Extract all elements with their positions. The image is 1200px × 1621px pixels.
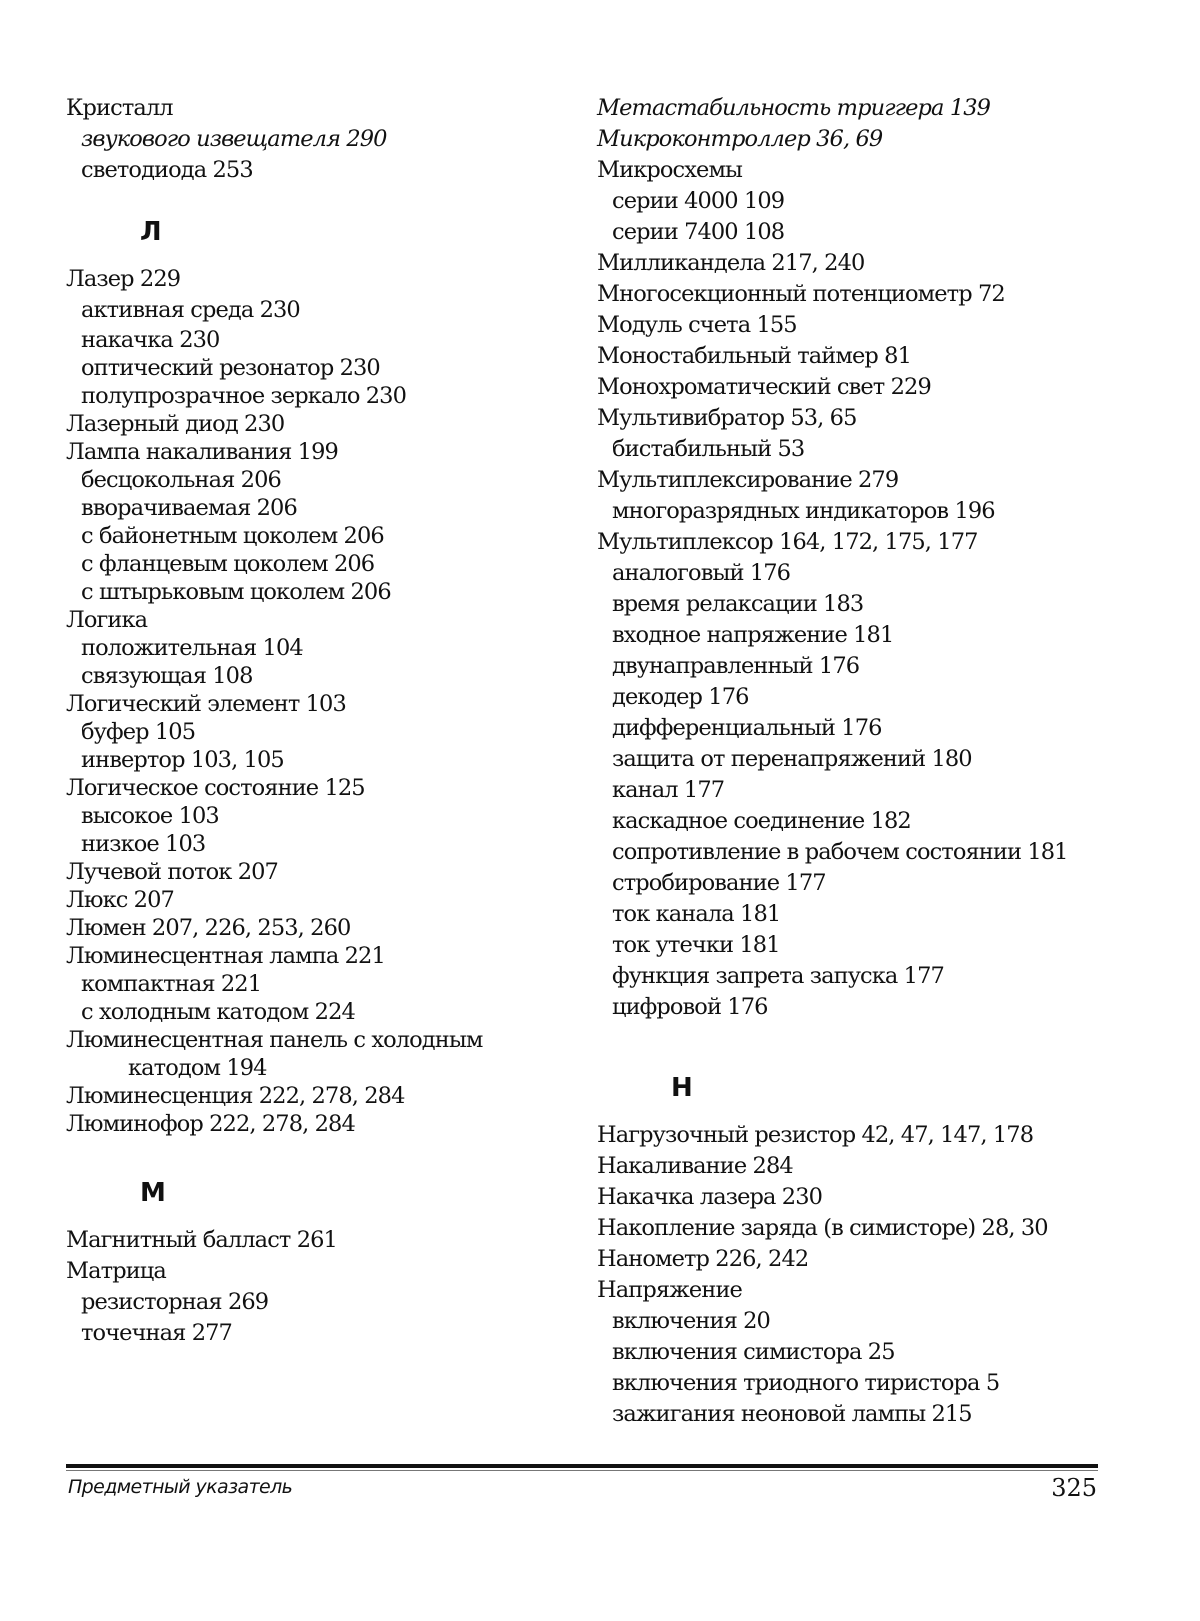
index-entry: Мультивибратор 53, 65 (597, 405, 857, 431)
index-subentry: инвертор 103, 105 (81, 747, 284, 773)
index-entry: Микроконтроллер 36, 69 (597, 126, 883, 152)
index-subentry: оптический резонатор 230 (81, 355, 380, 381)
index-subentry: цифровой 176 (612, 994, 768, 1020)
index-subentry: резисторная 269 (81, 1289, 269, 1315)
index-subentry: компактная 221 (81, 971, 262, 997)
index-subentry: зажигания неоновой лампы 215 (612, 1401, 972, 1427)
index-entry: Лучевой поток 207 (66, 859, 278, 885)
index-entry: Люмен 207, 226, 253, 260 (66, 915, 351, 941)
index-subentry: включения 20 (612, 1308, 770, 1334)
right-index-column (597, 93, 1117, 1430)
index-subentry: включения симистора 25 (612, 1339, 895, 1365)
section-letter-heading: Н (671, 1073, 693, 1103)
index-entry: Логика (66, 607, 148, 633)
index-subentry: буфер 105 (81, 719, 196, 745)
index-subentry: с байонетным цоколем 206 (81, 523, 384, 549)
index-subentry: защита от перенапряжений 180 (612, 746, 972, 772)
index-subentry: время релаксации 183 (612, 591, 864, 617)
index-subentry: аналоговый 176 (612, 560, 791, 586)
index-entry: Кристалл (66, 95, 173, 121)
index-subentry: стробирование 177 (612, 870, 826, 896)
index-entry: Многосекционный потенциометр 72 (597, 281, 1005, 307)
index-subentry: вворачиваемая 206 (81, 495, 297, 521)
index-entry-continuation: катодом 194 (128, 1055, 267, 1081)
index-entry: Накаливание 284 (597, 1153, 793, 1179)
index-entry: Нагрузочный резистор 42, 47, 147, 178 (597, 1122, 1034, 1148)
index-subentry: каскадное соединение 182 (612, 808, 911, 834)
index-entry: Лампа накаливания 199 (66, 439, 338, 465)
index-subentry: канал 177 (612, 777, 725, 803)
index-entry: Мультиплексирование 279 (597, 467, 899, 493)
index-entry: Лазер 229 (66, 266, 181, 292)
index-subentry: серии 7400 108 (612, 219, 785, 245)
index-subentry: сопротивление в рабочем состоянии 181 (612, 839, 1068, 865)
index-subentry: бистабильный 53 (612, 436, 805, 462)
index-subentry: с штырьковым цоколем 206 (81, 579, 391, 605)
index-subentry: функция запрета запуска 177 (612, 963, 944, 989)
index-subentry: ток утечки 181 (612, 932, 780, 958)
index-entry: Накачка лазера 230 (597, 1184, 823, 1210)
running-title: Предметный указатель (68, 1476, 293, 1498)
index-entry: Люминесцентная панель с холодным (66, 1027, 483, 1053)
index-entry: Монохроматический свет 229 (597, 374, 931, 400)
section-letter-heading: Л (140, 217, 162, 247)
index-entry: Мультиплексор 164, 172, 175, 177 (597, 529, 978, 555)
left-index-column (66, 93, 566, 1349)
section-letter-heading: М (140, 1178, 166, 1208)
index-subentry: звукового извещателя 290 (81, 126, 387, 152)
index-subentry: полупрозрачное зеркало 230 (81, 383, 406, 409)
index-subentry: низкое 103 (81, 831, 206, 857)
index-entry: Напряжение (597, 1277, 742, 1303)
index-subentry: включения триодного тиристора 5 (612, 1370, 1000, 1396)
index-subentry: декодер 176 (612, 684, 749, 710)
index-entry: Матрица (66, 1258, 166, 1284)
index-subentry: бесцокольная 206 (81, 467, 281, 493)
index-entry: Микросхемы (597, 157, 743, 183)
index-subentry: серии 4000 109 (612, 188, 785, 214)
index-subentry: с фланцевым цоколем 206 (81, 551, 375, 577)
index-entry: Люминесценция 222, 278, 284 (66, 1083, 405, 1109)
page-number: 325 (1051, 1474, 1097, 1502)
index-subentry: двунаправленный 176 (612, 653, 860, 679)
index-subentry: высокое 103 (81, 803, 219, 829)
index-subentry: дифференциальный 176 (612, 715, 882, 741)
index-subentry: накачка 230 (81, 327, 220, 353)
index-subentry: точечная 277 (81, 1320, 232, 1346)
index-entry: Магнитный балласт 261 (66, 1227, 337, 1253)
index-subentry: активная среда 230 (81, 297, 300, 323)
index-entry: Нанометр 226, 242 (597, 1246, 809, 1272)
index-subentry: положительная 104 (81, 635, 303, 661)
index-entry: Люминесцентная лампа 221 (66, 943, 385, 969)
footer-rule (66, 1464, 1098, 1468)
index-entry: Метастабильность триггера 139 (597, 95, 991, 121)
index-entry: Лазерный диод 230 (66, 411, 285, 437)
index-entry: Накопление заряда (в симисторе) 28, 30 (597, 1215, 1048, 1241)
index-subentry: светодиода 253 (81, 157, 253, 183)
index-entry: Люкс 207 (66, 887, 174, 913)
index-entry: Люминофор 222, 278, 284 (66, 1111, 355, 1137)
index-entry: Моностабильный таймер 81 (597, 343, 911, 369)
index-subentry: многоразрядных индикаторов 196 (612, 498, 995, 524)
index-subentry: входное напряжение 181 (612, 622, 894, 648)
index-subentry: с холодным катодом 224 (81, 999, 355, 1025)
index-entry: Модуль счета 155 (597, 312, 797, 338)
index-entry: Логическое состояние 125 (66, 775, 365, 801)
index-entry: Милликандела 217, 240 (597, 250, 865, 276)
index-subentry: ток канала 181 (612, 901, 781, 927)
index-entry: Логический элемент 103 (66, 691, 346, 717)
index-subentry: связующая 108 (81, 663, 253, 689)
